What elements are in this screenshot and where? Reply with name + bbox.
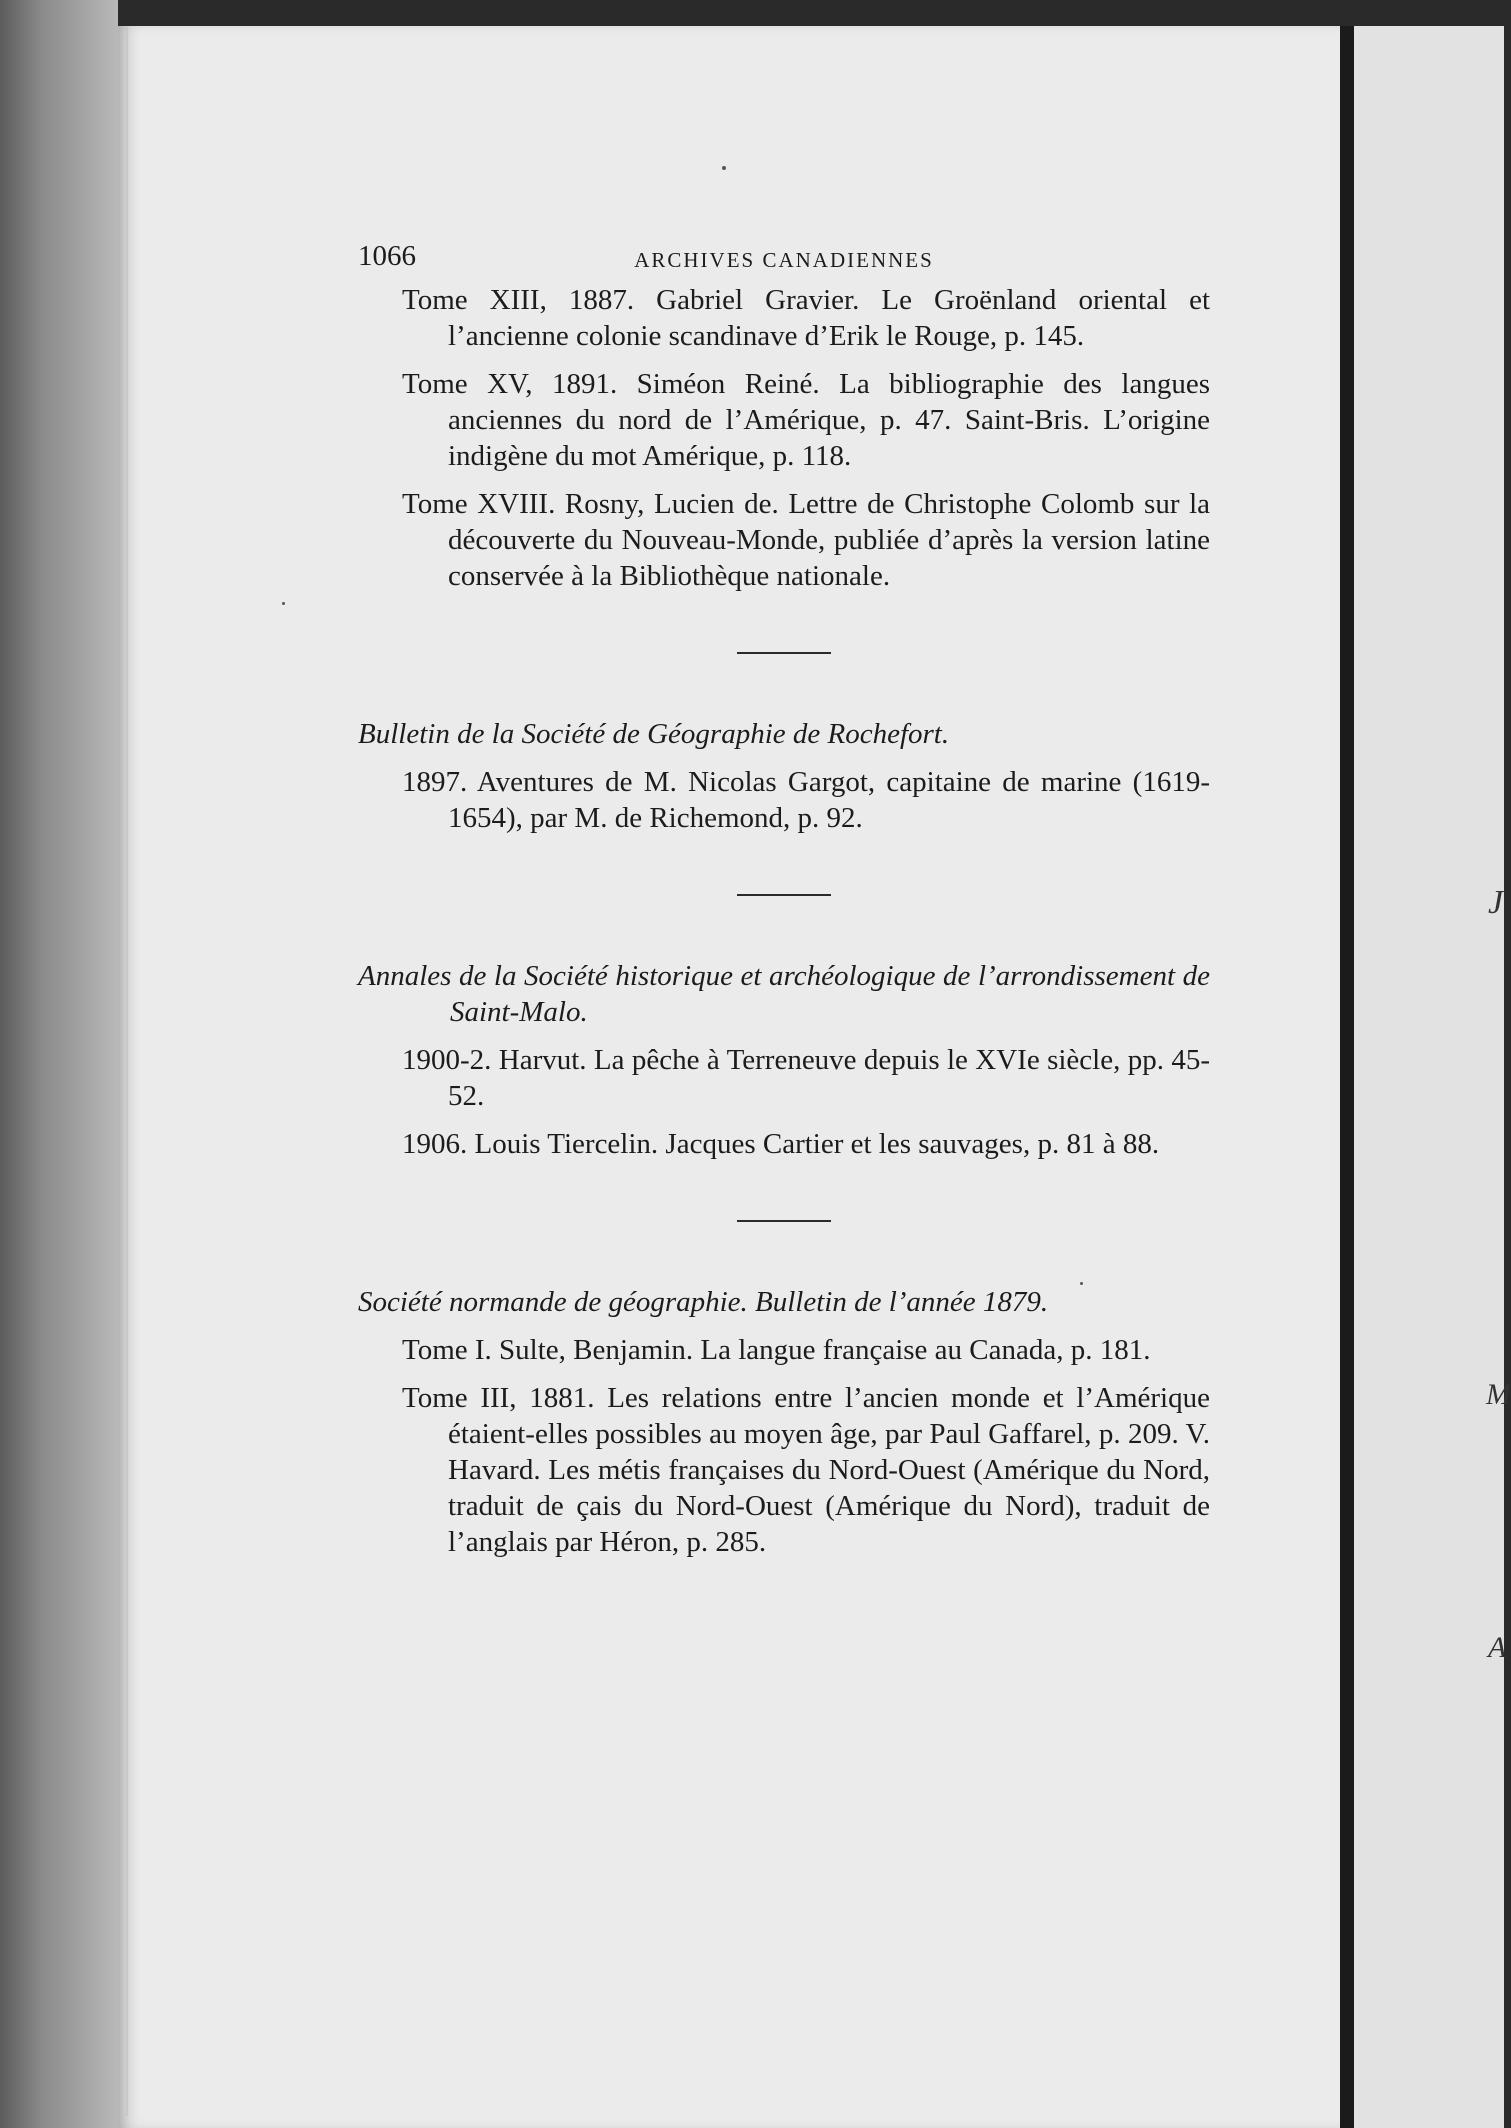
bibliography-entry: Tome I. Sulte, Benjamin. La langue française au Canada, p. 181. xyxy=(402,1334,1151,1366)
bibliography-entry: Tome XVIII. Rosny, Lucien de. Lettre de Christophe Colomb sur la découverte du Nouveau-Monde, publiée d’après la version latine conservée à la Bibliothèque nationale. xyxy=(402,488,1210,592)
journal-title: Annales de la Société historique et archéologique de l’arrondissement de Saint-Malo. xyxy=(358,960,1210,1028)
scan-speck xyxy=(722,166,726,170)
bibliography-entry: 1906. Louis Tiercelin. Jacques Cartier et les sauvages, p. 81 à 88. xyxy=(402,1128,1160,1160)
page-border-line xyxy=(126,26,128,2116)
bibliography-entry: Tome XV, 1891. Siméon Reiné. La bibliographie des langues anciennes du nord de l’Amérique, p. 47. Saint-Bris. L’origine indigène du mot Amérique, p. 118. xyxy=(402,368,1210,472)
bibliography-entry: 1897. Aventures de M. Nicolas Gargot, capitaine de marine (1619-1654), par M. de Richemond, p. 92. xyxy=(402,766,1210,834)
facing-page-fragment: M xyxy=(1486,1378,1511,1411)
running-head: ARCHIVES CANADIENNES xyxy=(634,248,934,272)
section-divider xyxy=(737,894,831,896)
section-divider xyxy=(737,1220,831,1222)
section-divider xyxy=(737,652,831,654)
bibliography-entry: Tome XIII, 1887. Gabriel Gravier. Le Groënland oriental et l’ancienne colonie scandinave d’Erik le Rouge, p. 145. xyxy=(402,284,1210,352)
facing-page-fragment: A xyxy=(1488,1631,1507,1664)
book-edge xyxy=(0,0,118,2128)
facing-page-fragment: J xyxy=(1488,884,1504,921)
page-number: 1066 xyxy=(358,240,416,272)
scan-speck xyxy=(282,602,285,605)
bibliography-entry: Tome III, 1881. Les relations entre l’ancien monde et l’Amérique étaient-elles possibles au moyen âge, par Paul Gaffarel, p. 209. V. Havard. Les métis françaises du Nord-Ouest (Amérique du Nord, traduit de çais du Nord-Ouest (Amérique du Nord), traduit de l’anglais par Héron, p. 285. xyxy=(402,1382,1210,1558)
page-header xyxy=(358,238,1210,278)
journal-title: Société normande de géographie. Bulletin de l’année 1879. xyxy=(358,1286,1049,1318)
facing-page-edge xyxy=(1354,26,1511,2128)
bibliography-entry: 1900-2. Harvut. La pêche à Terreneuve depuis le XVIe siècle, pp. 45-52. xyxy=(402,1044,1210,1112)
journal-title: Bulletin de la Société de Géographie de Rochefort. xyxy=(358,718,950,750)
page-content xyxy=(358,230,1210,1572)
book-gutter xyxy=(1340,26,1354,2128)
